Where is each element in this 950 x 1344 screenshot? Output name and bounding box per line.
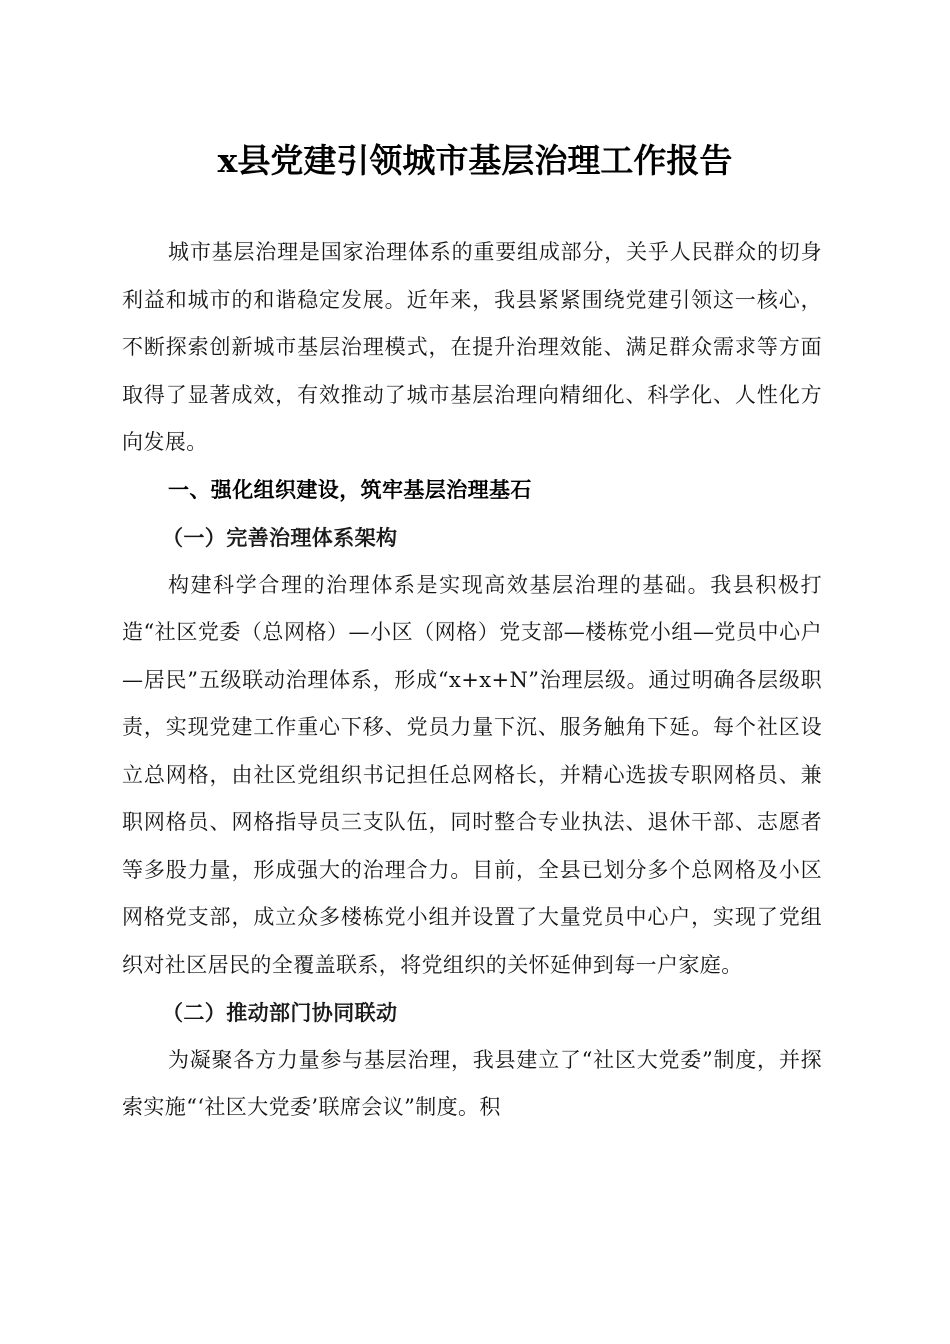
document-body [122, 229, 822, 1132]
intro-paragraph: 城市基层治理是国家治理体系的重要组成部分，关乎人民群众的切身利益和城市的和谐稳定发展。近年来，我县紧紧围绕党建引领这一核心，不断探索创新城市基层治理模式，在提升治理效能、满足群众需求等方面取得了显著成效，有效推动了城市基层治理向精细化、科学化、人性化方向发展。 [122, 240, 822, 454]
document-title: x县党建引领城市基层治理工作报告 [217, 141, 733, 180]
subsection-heading-2: （二）推动部门协同联动 [162, 1000, 398, 1025]
subsection-heading-1: （一）完善治理体系架构 [162, 525, 398, 550]
subsection-1-paragraph: 构建科学合理的治理体系是实现高效基层治理的基础。我县积极打造“社区党委（总网格）—小区（网格）党支部—楼栋党小组—党员中心户—居民”五级联动治理体系，形成“x+x+N”治理层级。通过明确各层级职责，实现党建工作重心下移、党员力量下沉、服务触角下延。每个社区设立总网格，由社区党组织书记担任总网格长，并精心选拔专职网格员、兼职网格员、网格指导员三支队伍，同时整合专业执法、退休干部、志愿者等多股力量，形成强大的治理合力。目前，全县已划分多个总网格及小区网格党支部，成立众多楼栋党小组并设置了大量党员中心户，实现了党组织对社区居民的全覆盖联系，将党组织的关怀延伸到每一户家庭。 [122, 572, 822, 977]
section-heading-1: 一、强化组织建设，筑牢基层治理基石 [168, 477, 532, 502]
subsection-2-paragraph: 为凝聚各方力量参与基层治理，我县建立了“社区大党委”制度，并探索实施“‘社区大党委’联席会议”制度。积 [122, 1047, 822, 1119]
